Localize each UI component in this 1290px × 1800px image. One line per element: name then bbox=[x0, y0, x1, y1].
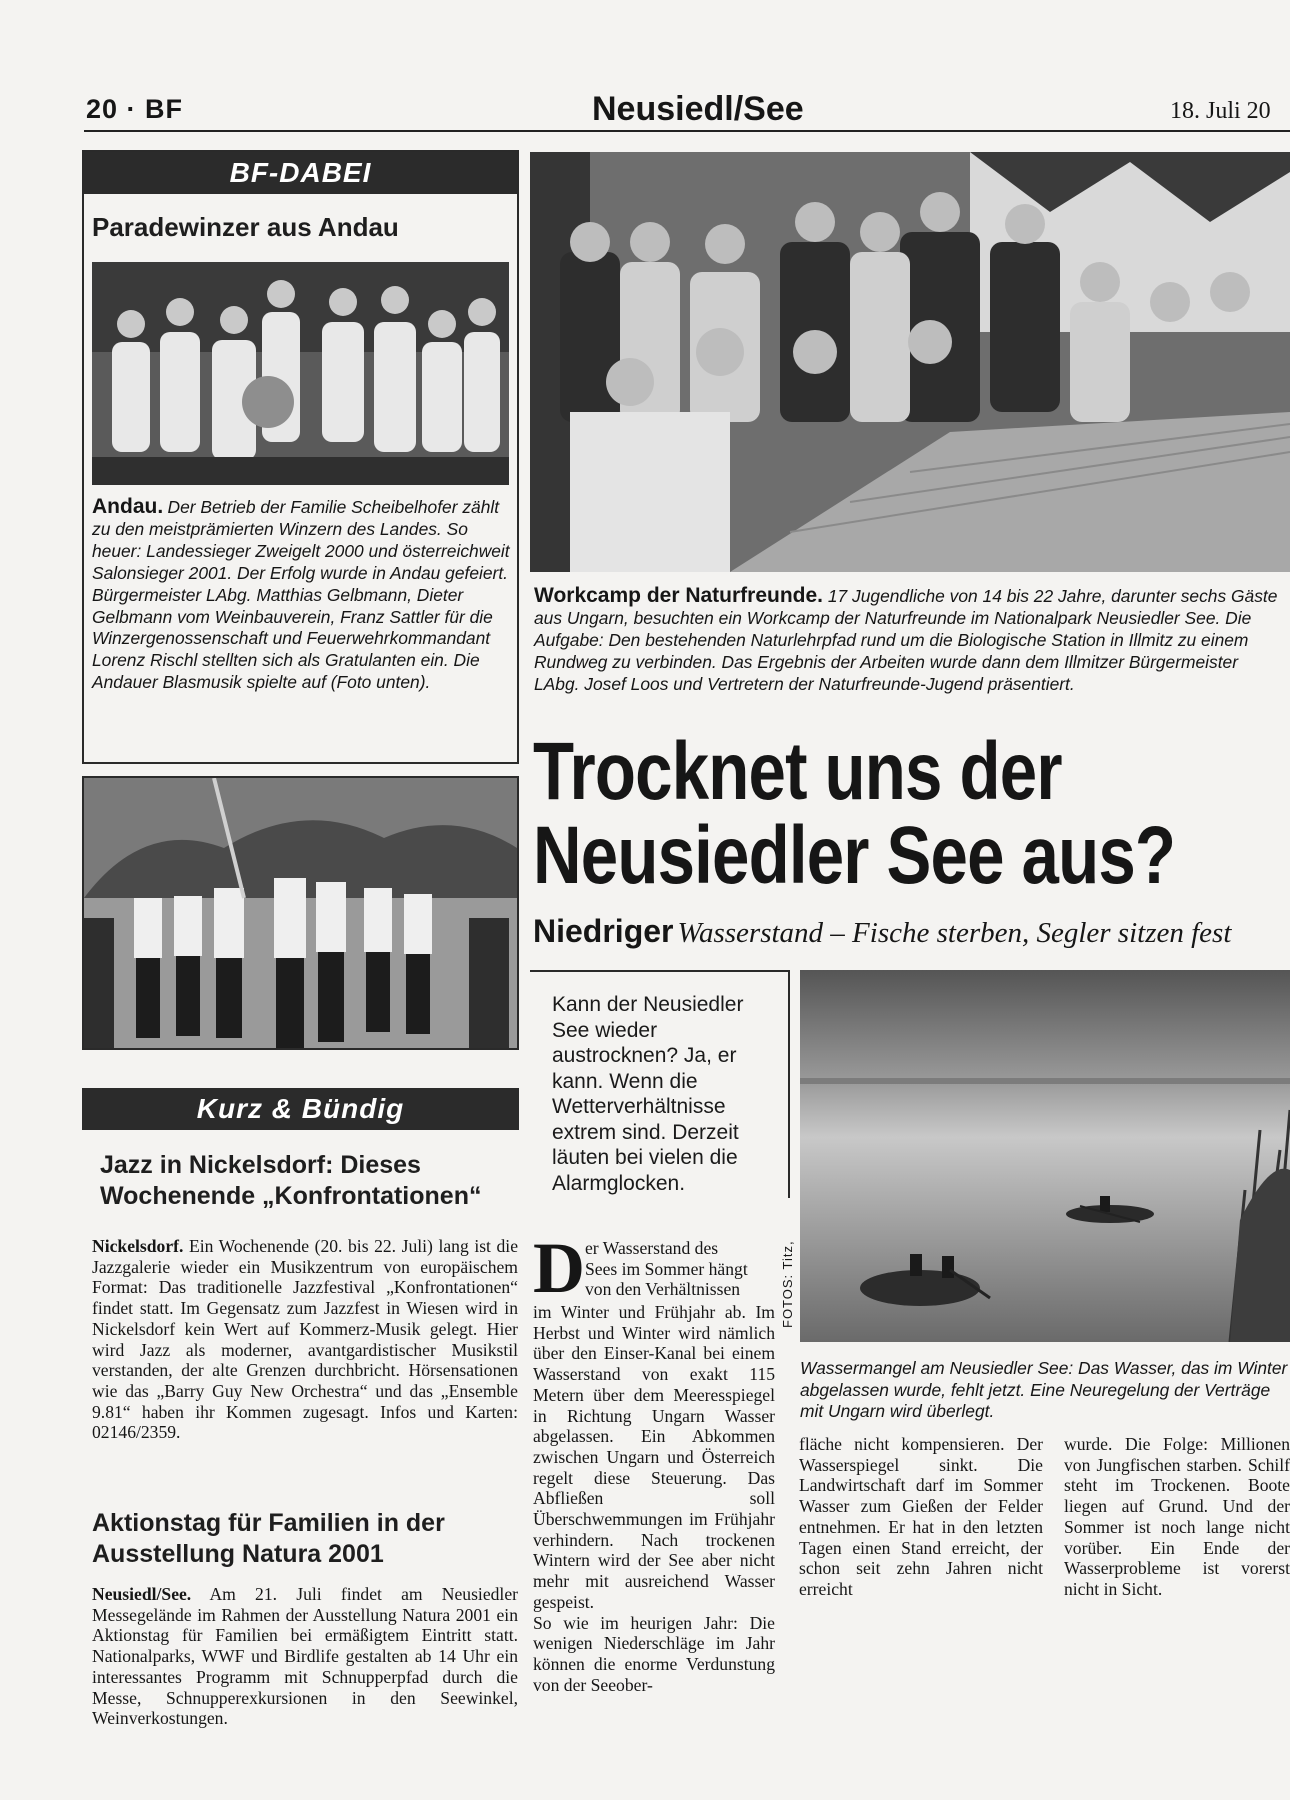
brass-band-photo bbox=[82, 776, 519, 1050]
dabei-dateline: Andau. bbox=[92, 495, 164, 518]
section-title: Neusiedl/See bbox=[592, 90, 804, 128]
article-column-1-text: im Winter und Frühjahr ab. Im Herbst und Winter wird nämlich über den Einser-Kanal bei einem Wasserstand von exakt 115 Metern über dem Meeresspiegel in Richtung Ungarn Wasser abgelassen. Ein Abkommen zwischen Ungarn und Österreich regelt diese Steuerung. Das Abfließen soll Überschwemmungen im Frühjahr verhindern. Nach trockenen Wintern wird der See aber nicht mehr mit ausreichend Wasser gespeist. bbox=[533, 1302, 775, 1612]
article-column-1 bbox=[533, 1228, 775, 1695]
article-column-1-text-b: So wie im heurigen Jahr: Die wenigen Niederschläge im Jahr können die enorme Verdunstung von der Seeober- bbox=[533, 1612, 775, 1695]
drop-cap-line: er Wasserstand des bbox=[585, 1238, 719, 1258]
jazz-body: Ein Wochenende (20. bis 22. Juli) lang ist die Jazzgalerie wieder ein Musikzentrum von europäischem Format: Das traditionelle Jazzfestival „Konfrontationen“ findet statt. Im Gegensatz zum Jazzfest in Wiesen wird in Nickelsdorf kein Wert auf Kommerz-Musik gelegt. Hier wird Jazz als moderner, avantgardistischer Musikstil verstanden, der alte Grenzen durchbricht. Hörsensationen wie das „Barry Guy New Orchestra“ und das „Ensemble 9.81“ haben ihr Kommen zugesagt. Infos und Karten: 02146/2359. bbox=[92, 1236, 518, 1443]
winemaker-group-photo bbox=[92, 262, 509, 485]
winemaker-group-illustration bbox=[92, 262, 509, 485]
workcamp-caption-text: 17 Jugendliche von 14 bis 22 Jahre, darunter sechs Gäste aus Ungarn, besuchten ein Workcamp der Naturfreunde im Nationalpark Neusiedler See. Die Aufgabe: Den bestehenden Naturlehrpfad rund um die Biologische Station in Illmitz zu einem Rundweg zu verbinden. Das Ergebnis der Arbeiten wurde dann dem Illmitzer Bürgermeister LAbg. Josef Loos und Vertretern der Naturfreunde-Jugend präsentiert. bbox=[534, 586, 1278, 694]
main-headline-line1: Trocknet uns der bbox=[533, 726, 1062, 817]
kurz-buendig-label: Kurz & Bündig bbox=[82, 1088, 519, 1130]
workcamp-lead: Workcamp der Naturfreunde. bbox=[534, 584, 824, 607]
issue-date: 18. Juli 20 bbox=[1170, 98, 1271, 124]
drop-cap: D bbox=[533, 1228, 585, 1308]
aktionstag-headline: Aktionstag für Familien in der Ausstellung Natura 2001 bbox=[92, 1509, 445, 1568]
jazz-article bbox=[92, 1236, 518, 1443]
bf-dabei-box bbox=[82, 150, 519, 764]
jazz-dateline: Nickelsdorf. bbox=[92, 1236, 184, 1256]
brass-band-illustration bbox=[84, 778, 517, 1048]
aktionstag-article bbox=[92, 1584, 518, 1729]
article-column-2: fläche nicht kompensieren. Der Wasserspiegel sinkt. Die Landwirtschaft darf im Sommer Wasser zum Gießen der Felder entnehmen. Er hat in den letzten Tagen einen Stand erreicht, der schon seit zehn Jahren nicht erreicht bbox=[799, 1434, 1043, 1599]
subhead-rest: Wasserstand – Fische sterben, Segler sitzen fest bbox=[677, 917, 1232, 949]
masthead-rule bbox=[84, 130, 1290, 132]
main-subhead bbox=[533, 913, 1290, 950]
page-number-brand: 20 · BF bbox=[86, 94, 184, 124]
intro-box bbox=[530, 970, 790, 1198]
aktionstag-body: Am 21. Juli findet am Neusiedler Messegelände im Rahmen der Ausstellung Natura 2001 ein Aktionstag für Familien bei ermäßigtem Eintritt statt. Nationalparks, WWF und Birdlife gestalten ab 14 Uhr ein interessantes Programm mit Schnupperpfad durch die Messe, Schnupperexkursionen in den Seewinkel, Weinverkostungen. bbox=[92, 1584, 518, 1729]
subhead-bold: Niedriger bbox=[533, 913, 674, 949]
drop-cap-line: Sees im Sommer hängt bbox=[585, 1258, 748, 1279]
drop-cap-line: von den Verhältnissen bbox=[585, 1279, 741, 1300]
main-headline bbox=[533, 726, 1176, 901]
workcamp-group-illustration bbox=[530, 152, 1290, 572]
lake-caption: Wassermangel am Neusiedler See: Das Wasser, das im Winter abgelassen wurde, fehlt jetzt. Eine Neuregelung der Verträge mit Ungarn wird überlegt. bbox=[800, 1358, 1288, 1422]
intro-text: Kann der Neusiedler See wieder austrocknen? Ja, er kann. Wenn die Wetterverhältnisse extrem sind. Derzeit läuten bei vielen die Alarmglocken. bbox=[552, 993, 744, 1195]
lake-illustration bbox=[800, 970, 1290, 1342]
aktionstag-dateline: Neusiedl/See. bbox=[92, 1584, 192, 1604]
dabei-caption bbox=[92, 496, 512, 694]
dabei-headline: Paradewinzer aus Andau bbox=[92, 212, 399, 242]
main-headline-line2: Neusiedler See aus? bbox=[533, 810, 1176, 901]
lake-photo bbox=[800, 970, 1290, 1342]
bf-dabei-label: BF-DABEI bbox=[84, 152, 517, 194]
photo-credit: FOTOS: Titz, bbox=[780, 1240, 795, 1328]
article-column-3: wurde. Die Folge: Millionen von Jungfischen starben. Schilf steht im Trockenen. Boote liegen auf Grund. Und der Sommer ist noch lange nicht vorüber. Ein Ende der Wasserprobleme ist vorerst nicht in Sicht. bbox=[1064, 1434, 1290, 1599]
workcamp-caption bbox=[534, 585, 1286, 696]
drop-cap-block bbox=[533, 1228, 775, 1308]
workcamp-group-photo bbox=[530, 152, 1290, 572]
jazz-headline: Jazz in Nickelsdorf: Dieses Wochenende „Konfrontationen“ bbox=[100, 1151, 482, 1210]
dabei-caption-text: Der Betrieb der Familie Scheibelhofer zählt zu den meistprämierten Winzern des Landes. So heuer: Landessieger Zweigelt 2000 und österreichweit Salonsieger 2001. Der Erfolg wurde in Andau gefeiert. Bürgermeister LAbg. Matthias Gelbmann, Dieter Gelbmann vom Weinbauverein, Franz Sattler für die Winzergenossenschaft und Feuerwehrkommandant Lorenz Rischl stellten sich als Gratulanten ein. Die Andauer Blasmusik spielte auf (Foto unten). bbox=[92, 497, 510, 693]
drop-cap-lines bbox=[585, 1238, 775, 1300]
